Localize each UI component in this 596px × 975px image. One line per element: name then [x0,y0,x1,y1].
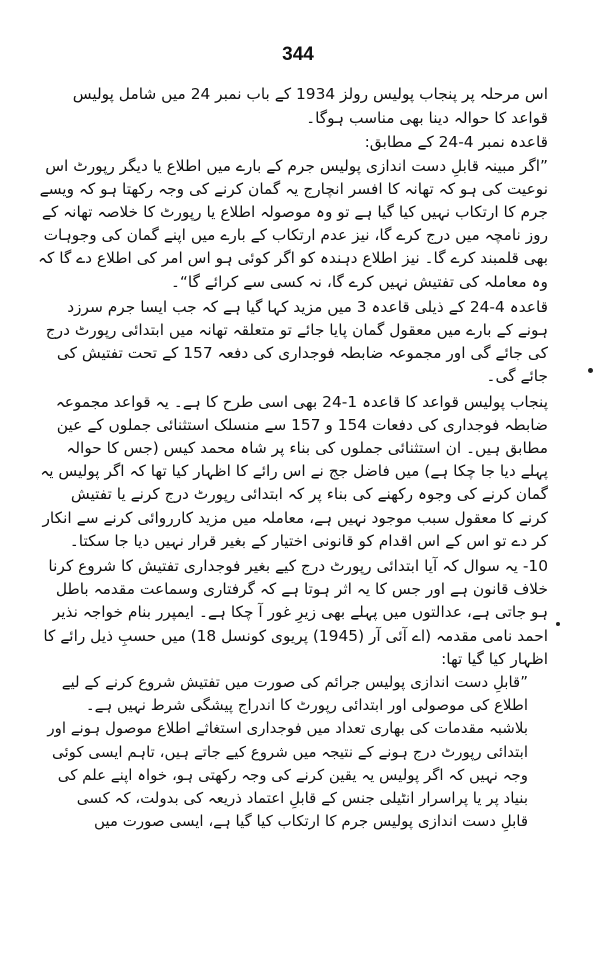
paragraph-sub-rule-3: قاعدہ 4-24 کے ذیلی قاعدہ 3 میں مزید کہا گیا ہے کہ جب ایسا جرم سرزد ہونے کے بارے میں معقول گمان پایا جائے تو متعلقہ تھانہ میں ابتدائی رپورٹ درج کی جائے گی اور مجموعہ ضابطہ فوجداری کی دفعہ 157 کے تحت تفتیش کی جائے گی۔ [45,297,548,386]
margin-dot-mark [588,368,593,373]
paragraph-police-rules-reference: اس مرحلہ پر پنجاب پولیس رولز 1934 کے باب نمبر 24 میں شامل پولیس قواعد کا حوالہ دینا بھی مناسب ہوگا۔ [72,85,548,128]
margin-dot-mark [556,622,560,626]
paragraph-privy-council-quote: ”قابلِ دست اندازی پولیس جرائم کی صورت میں تفتیش شروع کرنے کے لیے اطلاع کی موصولی اور ابتدائی رپورٹ کا اندراج پیشگی شرط نہیں ہے۔ بلاشبہ مقدمات کی بھاری تعداد میں فوجداری استغاثے اطلاع موصول ہونے اور ابتدائی رپورٹ درج ہونے کے نتیجہ میں شروع کیے جاتے ہیں، تاہم ایسی کوئی وجہ نہیں کہ اگر پولیس یہ یقین کرنے کی وجہ رکھتی ہو، خواہ اپنے علم کی بنیاد پر یا پراسرار انٹیلی جنس کے قابلِ اعتماد ذریعہ کی بدولت، کہ کسی قابلِ دست اندازی پولیس جرم کا ارتکاب کیا گیا ہے، ایسی صورت میں [47,673,528,831]
paragraph-rule-24-4-heading: قاعدہ نمبر 4-24 کے مطابق: [364,133,548,152]
paragraph-section-10: 10- یہ سوال کہ آیا ابتدائی رپورٹ درج کیے بغیر فوجداری تفتیش کا شروع کرنا خلاف قانون ہے اور جس کا یہ اثر ہوتا ہے کہ گرفتاری وسماعت مقدمہ باطل ہو جاتی ہے، عدالتوں میں پہلے بھی زیرِ غور آ چکا ہے۔ ایمپرر بنام خواجہ نذیر احمد نامی مقدمہ (اے آئی آر (1945) پریوی کونسل 18) میں حسبِ ذیل رائے کا اظہار کیا گیا تھا: [43,557,548,668]
paragraph-rule-24-4-quote: ”اگر مبینہ قابلِ دست اندازی پولیس جرم کے بارے میں اطلاع یا دیگر رپورٹ اس نوعیت کی ہو کہ تھانہ کا افسر انچارج یہ گمان کرنے کی وجہ رکھتا ہو کہ ویسے جرم کا ارتکاب نہیں کیا گیا ہے تو وہ موصولہ اطلاع یا رپورٹ کا خلاصہ تھانہ کے روز نامچہ میں درج کرے گا، نیز عدم ارتکاب کے بارے میں اپنے گمان کی وجوہات بھی قلمبند کرے گا۔ نیز اطلاع دہندہ کو اگر کوئی ہو اس امر کی اطلاع دے گا کہ وہ معاملہ کی تفتیش نہیں کرے گا، نہ کسی سے کرائے گا“۔ [38,156,548,291]
page-number: 344 [282,44,314,65]
page-body [38,82,548,834]
paragraph-rule-24-1: پنجاب پولیس قواعد کا قاعدہ 1-24 بھی اسی طرح کا ہے۔ یہ قواعد مجموعہ ضابطہ فوجداری کی دفعات 154 و 157 سے منسلک استثنائی جملوں کے عین مطابق ہیں۔ ان استثنائی جملوں کی بناء پر شاہ محمد کیس (جس کا حوالہ پہلے دیا جا چکا ہے) میں فاضل جج نے اس رائے کا اظہار کیا تھا کہ اگر پولیس یہ گمان کرنے کی وجوہ رکھنے کی بناء پر کہ ابتدائی رپورٹ درج کرنے یا تفتیش کرنے کا معقول سبب موجود نہیں ہے، معاملہ میں مزید کارروائی کرنے سے انکار کر دے تو اس کے اس اقدام کو قانونی اختیار کے بغیر قرار نہیں دیا جا سکتا۔ [40,392,548,550]
